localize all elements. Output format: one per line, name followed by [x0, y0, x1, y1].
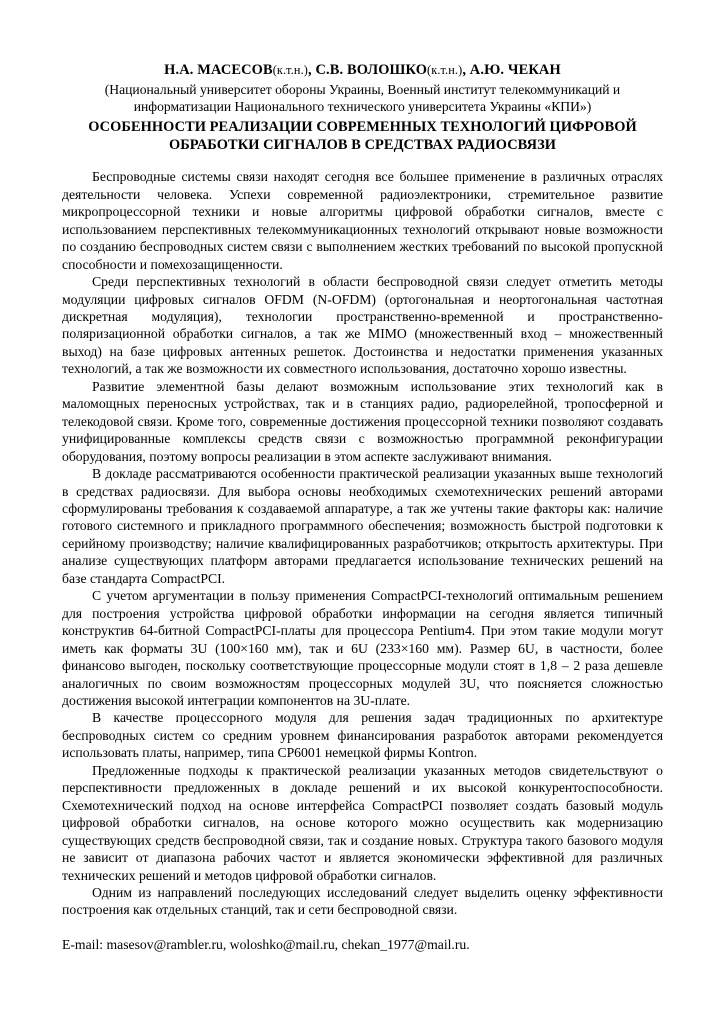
author-separator-2: ,: [462, 62, 470, 78]
author-degree-2: (к.т.н.): [427, 63, 463, 77]
body-paragraph: Среди перспективных технологий в области беспроводной связи следует отметить методы модуляции цифровых сигналов OFDM (N-OFDM) (ортогональная и неортогональная частотная дискретная модуляция), технологии пространственно-временной и пространственно-поляризационной обработки сигналов, а так же MIMO (множественный вход – множественный выход) на базе цифровых антенных решеток. Достоинства и недостатки применения указанных технологий, а так же возможности их совместного использования, достаточно хорошо известны.: [62, 274, 663, 377]
affiliation-line-1: (Национальный университет обороны Украины, Военный институт телекоммуникаций и: [104, 81, 621, 97]
page-title-line-2: ОБРАБОТКИ СИГНАЛОВ В СРЕДСТВАХ РАДИОСВЯЗИ: [168, 137, 557, 154]
body-paragraph: Одним из направлений последующих исследований следует выделить оценку эффективности построения как отдельных станций, так и сети беспроводной связи.: [62, 884, 663, 918]
body-paragraph: Беспроводные системы связи находят сегодня все большее применение в различных отраслях деятельности человека. Успехи современной радиоэлектроники, стремительное развитие микропроцессорной техники и новые алгоритмы цифровой обработки сигналов, вместе с использованием перспективных телекоммуникационных технологий открывают новые возможности по созданию беспроводных систем связи с выполнением жестких требований по высокой пропускной способности и помехозащищенности.: [62, 169, 663, 272]
author-separator-1: ,: [307, 62, 316, 78]
body-paragraph: Развитие элементной базы делают возможным использование этих технологий как в маломощных переносных устройствах, так и в станциях радио, радиорелейной, тропосферной и телекодовой связи. Кроме того, современные достижения процессорной техники позволяют создавать унифицированные комплексы средств связи с возможностью программной реконфигурации оборудования, поэтому вопросы реализации в этом аспекте заслуживают внимания.: [62, 378, 663, 464]
author-name-3: А.Ю. ЧЕКАН: [469, 62, 561, 78]
page-title-line-1: ОСОБЕННОСТИ РЕАЛИЗАЦИИ СОВРЕМЕННЫХ ТЕХНОЛОГИЙ ЦИФРОВОЙ: [88, 119, 637, 136]
document-header: [62, 62, 663, 154]
body-paragraph: В докладе рассматриваются особенности практической реализации указанных выше технологий в средствах радиосвязи. Для выбора основы необходимых схемотехнических решений авторами сформулированы требования к создаваемой аппаратуре, а так же учтены такие факторы как: наличие готового системного и прикладного программного обеспечения; возможность быстрой подготовки к серийному производству; наличие квалифицированных разработчиков; открытость архитектуры. При анализе существующих платформ авторами предлагается использование технических решений на базе стандарта CompactPCI.: [62, 466, 663, 586]
page-title: [62, 118, 663, 154]
author-name-1: Н.А. МАСЕСОВ: [164, 62, 273, 78]
authors-line: [62, 62, 663, 80]
document-body: [62, 168, 663, 953]
affiliation-line-2: информатизации Национального технического университета Украины «КПИ»): [133, 99, 592, 114]
email-line: E-mail: masesov@rambler.ru, woloshko@mail.ru, chekan_1977@mail.ru.: [62, 936, 470, 952]
author-name-2: С.В. ВОЛОШКО: [315, 62, 428, 78]
body-paragraph: В качестве процессорного модуля для решения задач традиционных по архитектуре беспроводных систем со средним уровнем финансирования разработок авторами рекомендуется использовать платы, например, типа CP6001 немецкой фирмы Kontron.: [62, 710, 663, 761]
author-degree-1: (к.т.н.): [272, 63, 308, 77]
body-paragraph: Предложенные подходы к практической реализации указанных методов свидетельствуют о перспективности предложенных в докладе решений и их высокой конкурентоспособности. Схемотехнический подход на основе интерфейса CompactPCI позволяет создать базовый модуль цифровой обработки сигналов, на основе которого можно осуществить как модернизацию существующих средств беспроводной связи, так и создание новых. Структура такого базового модуля не зависит от диапазона рабочих частот и является экономически эффективной для различных технических решений и методов цифровой обработки сигналов.: [62, 762, 663, 883]
body-paragraph: С учетом аргументации в пользу применения CompactPCI-технологий оптимальным решением для построения устройства цифровой обработки информации на сегодня является типичный конструктив 64-битной CompactPCI-платы для процессора Pentium4. При этом такие модули могут иметь как форматы 3U (100×160 мм), так и 6U (233×160 мм). Размер 6U, в частности, более финансово выгоден, поскольку соответствующие процессорные модули стоят в 1,8 – 2 раза дешевле аналогичных по своим возможностям процессорных модулей 3U, что поясняется сложностью достижения высокой интеграции компонентов на 3U-плате.: [62, 588, 663, 708]
